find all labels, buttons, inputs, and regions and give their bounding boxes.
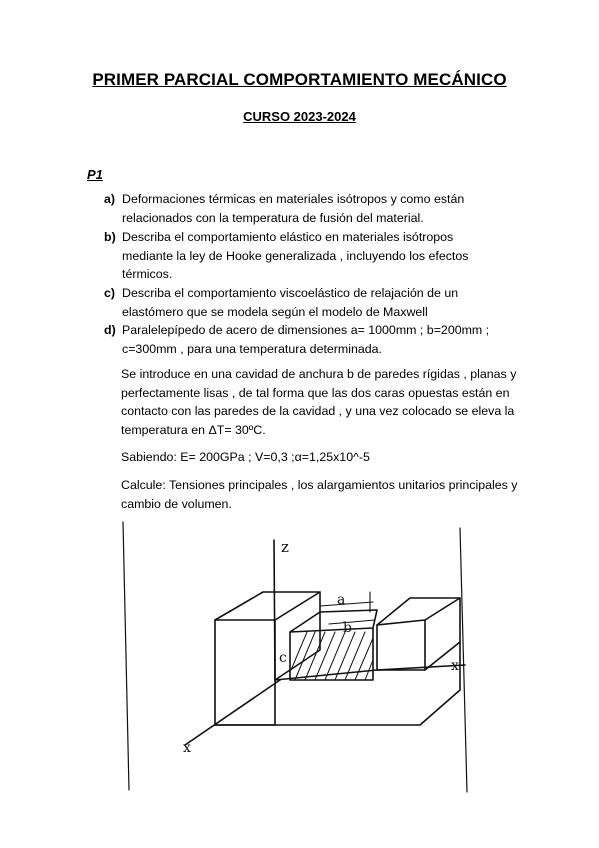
item-letter: b) bbox=[104, 230, 116, 244]
item-text: Describa el comportamiento elástico en materiales isótropos mediante la ley de Hooke generalizada , incluyendo los efectos térmicos. bbox=[122, 230, 469, 281]
dim-b-line bbox=[329, 620, 375, 624]
axis-label-z: z bbox=[281, 538, 289, 556]
item-letter: d) bbox=[104, 323, 116, 337]
question-ask: Calcule: Tensiones principales , los alargamientos unitarios principales y cambio de volumen. bbox=[121, 478, 518, 511]
axis-label-y: x bbox=[451, 658, 459, 674]
problem-label: P1 bbox=[87, 167, 103, 182]
x-axis-line bbox=[185, 680, 280, 745]
item-text: Describa el comportamiento viscoelástico de relajación de un elastómero que se modela según el modelo de Maxwell bbox=[122, 286, 459, 319]
item-letter: c) bbox=[104, 286, 116, 300]
item-letter: a) bbox=[104, 192, 116, 206]
question-item-d bbox=[104, 321, 504, 358]
item-text: Deformaciones térmicas en materiales isótropos y como están relacionados con la temperatura de fusión del material. bbox=[122, 192, 465, 225]
block-hatching bbox=[291, 632, 373, 680]
sketch-border-right bbox=[460, 528, 467, 792]
left-wall-front bbox=[215, 620, 275, 725]
given-data: Sabiendo: E= 200GPa ; V=0,3 ;α=1,25x10^-5 bbox=[121, 450, 370, 464]
question-item-b bbox=[104, 228, 504, 284]
axis-label-x: x bbox=[183, 740, 191, 756]
item-text: Paralelepípedo de acero de dimensiones a= 1000mm ; b=200mm ; c=300mm , para una temperatura determinada. bbox=[122, 323, 490, 356]
exam-title: PRIMER PARCIAL COMPORTAMIENTO MECÁNICO bbox=[92, 70, 507, 89]
dim-label-a: a bbox=[337, 592, 346, 608]
question-item-a bbox=[104, 190, 504, 227]
sketch-border-left bbox=[123, 522, 129, 790]
left-wall-top bbox=[215, 592, 320, 620]
problem-statement: Se introduce en una cavidad de anchura b de paredes rígidas , planas y perfectamente lisas , de tal forma que las dos caras opuestas están en contacto con las paredes de la cavidad , y una vez colocado se eleva la temperatura en ΔT= 30ºC. bbox=[121, 367, 517, 437]
dim-label-b: b bbox=[343, 620, 352, 636]
right-wall-front bbox=[377, 620, 425, 670]
course-year: CURSO 2023-2024 bbox=[243, 109, 356, 124]
dim-a-line bbox=[320, 602, 373, 606]
dim-label-c: c bbox=[279, 650, 287, 666]
base-outline bbox=[215, 642, 460, 725]
question-item-c bbox=[104, 284, 504, 321]
block-cavity-sketch bbox=[115, 520, 485, 795]
